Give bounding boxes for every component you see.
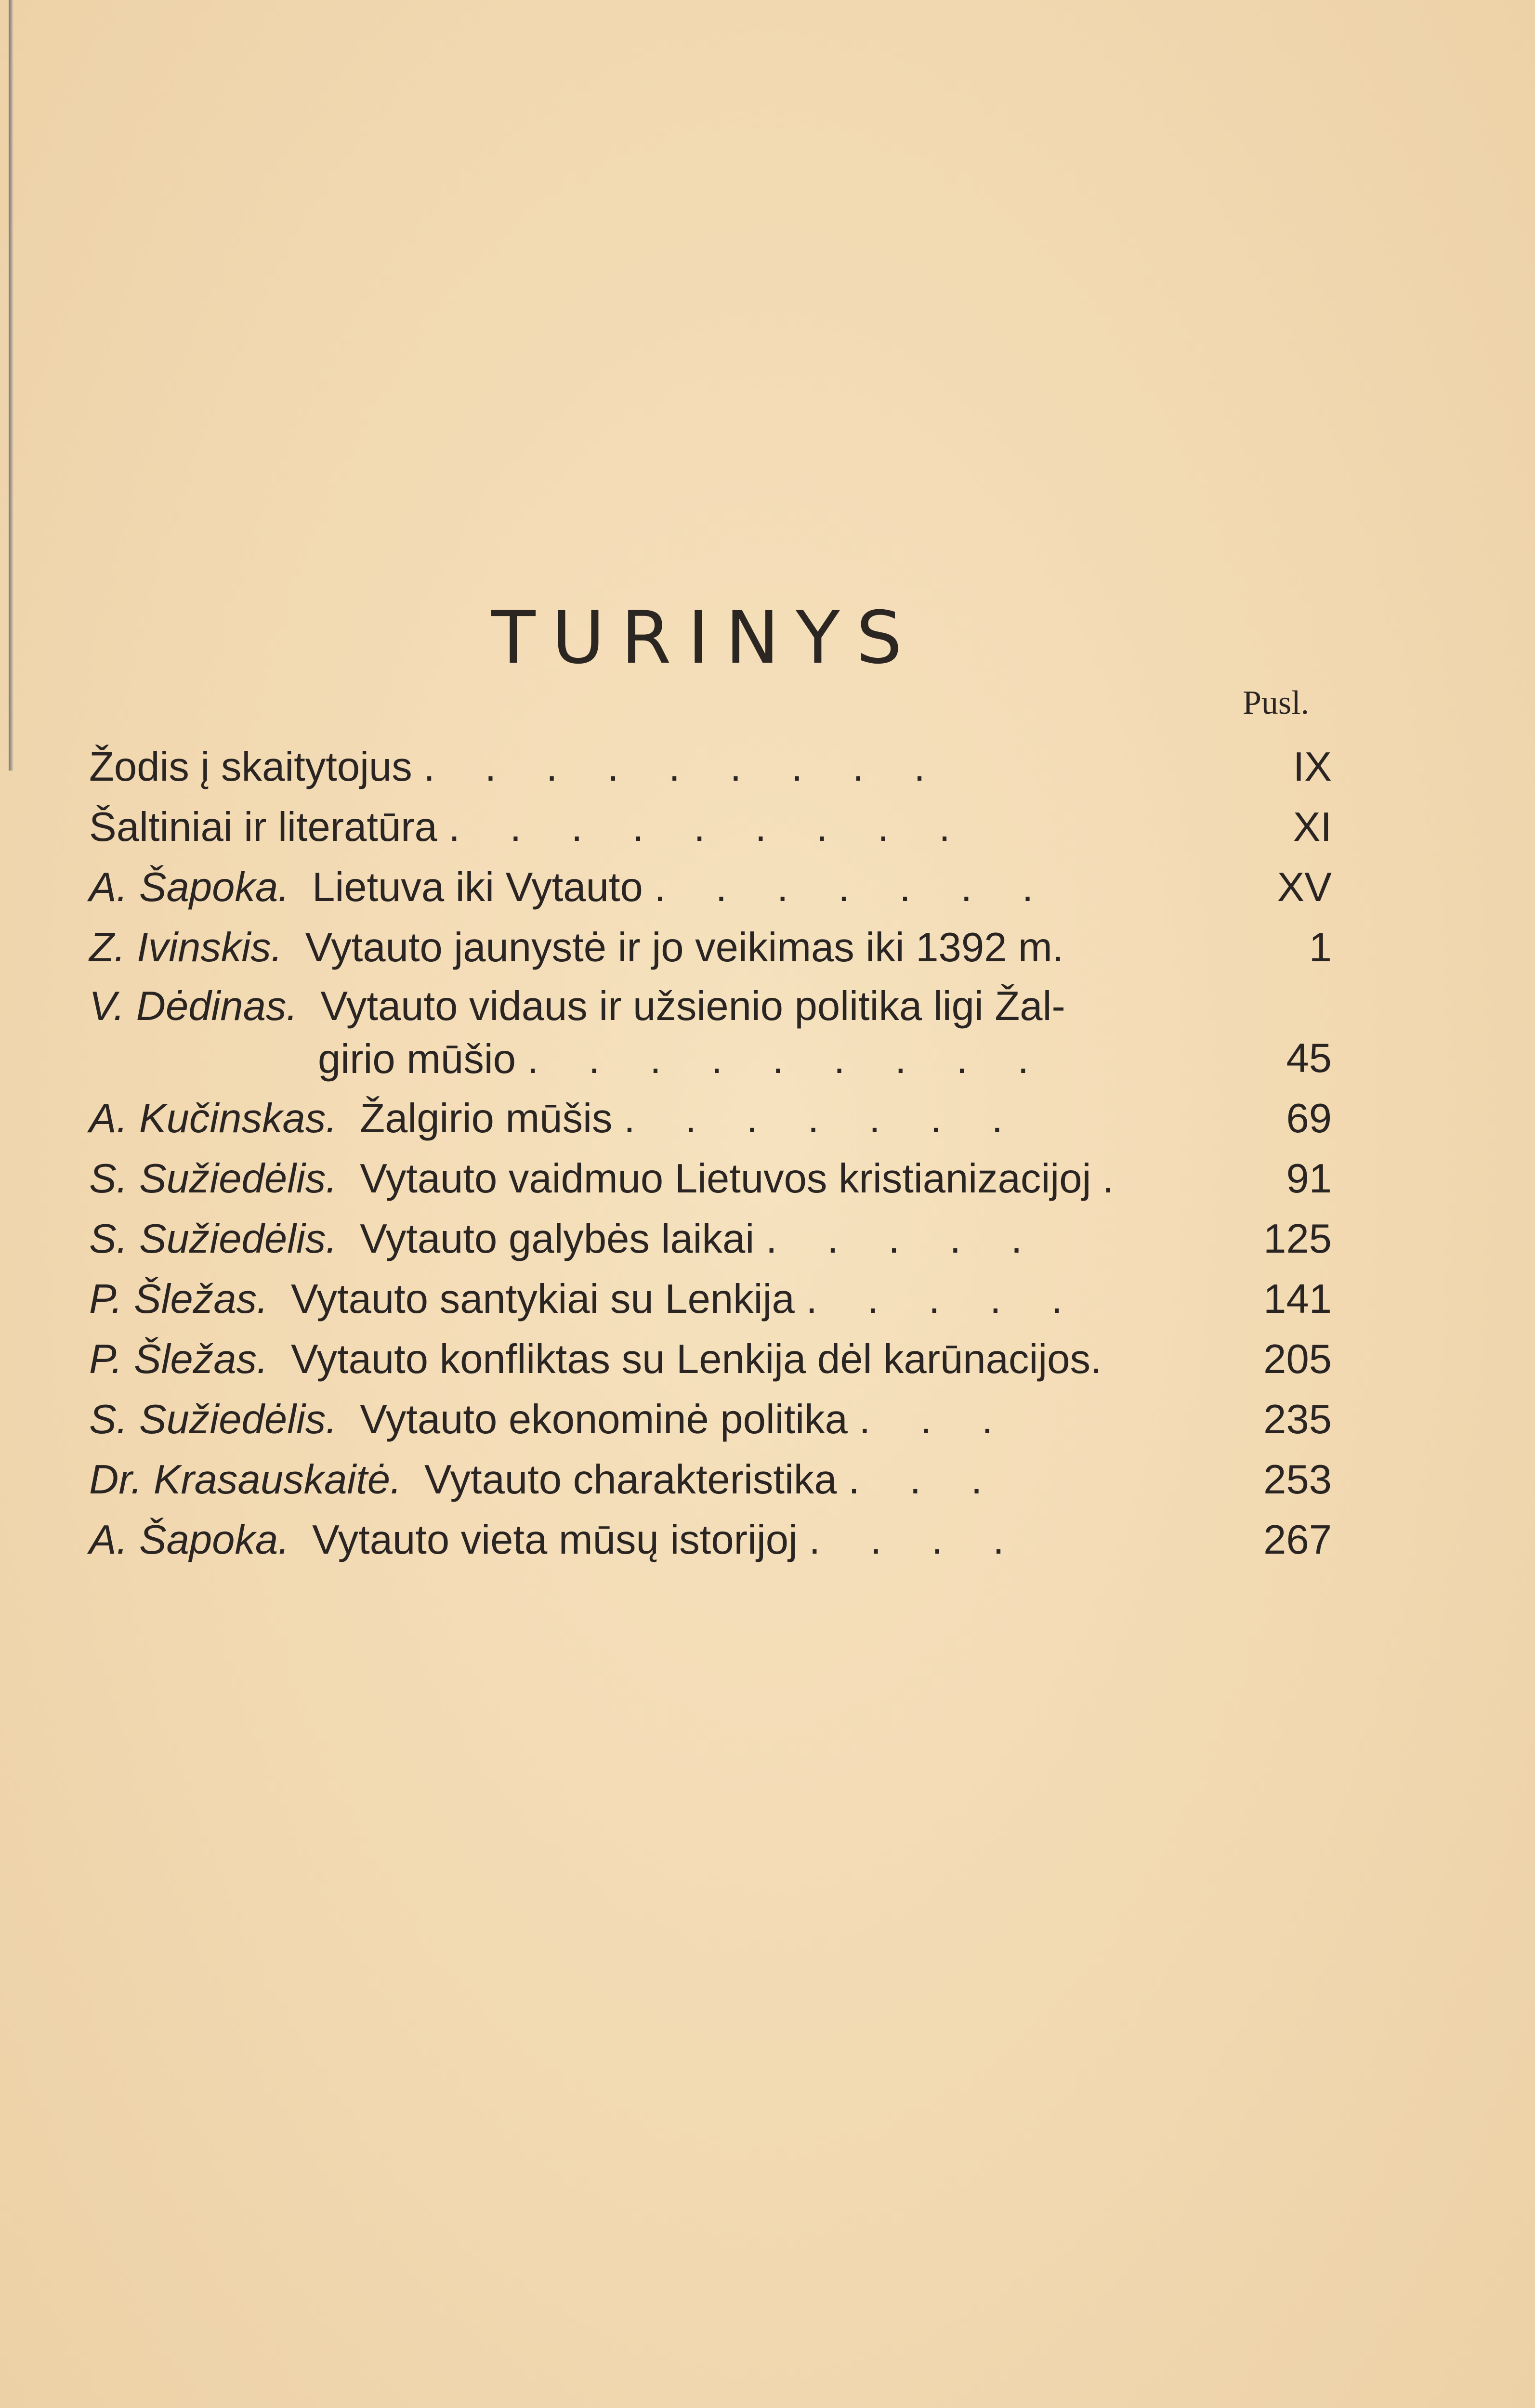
toc-entry-page-number: 253 (1263, 1457, 1332, 1503)
toc-entry-title: Vytauto ekonominė politika (360, 1397, 848, 1442)
toc-entry-author: S. Sužiedėlis. (89, 1216, 337, 1262)
toc-entry-text (89, 917, 1235, 978)
toc-entry (89, 1510, 1332, 1570)
toc-entry (89, 737, 1332, 797)
toc-entry-page-number: 125 (1263, 1216, 1332, 1262)
toc-entry-title: Lietuva iki Vytauto (312, 864, 643, 910)
toc-entry (89, 1209, 1332, 1269)
toc-entry-title: Vytauto santykiai su Lenkija (290, 1276, 795, 1322)
toc-entry-title: Vytauto vidaus ir užsienio politika ligi Žal- (320, 983, 1065, 1029)
toc-entry-author: A. Šapoka. (89, 1517, 289, 1563)
toc-entry-author: A. Kučinskas. (89, 1096, 337, 1141)
toc-entry-title: Žalgirio mūšis (360, 1096, 613, 1141)
toc-entry-leader-dots: . . . (848, 1457, 1002, 1503)
toc-entry-page-number: 205 (1263, 1336, 1332, 1382)
toc-entry-page-number: XV (1277, 864, 1332, 910)
toc-entry (89, 1149, 1332, 1209)
toc-entry-text (89, 1269, 1235, 1329)
toc-entry-author: V. Dėdinas. (89, 983, 298, 1029)
toc-entry-page-number: 69 (1286, 1096, 1332, 1141)
toc-entry-text (89, 1389, 1235, 1450)
toc-entry-text (89, 1149, 1235, 1209)
toc-entry-leader-dots: . . . . . . . (654, 864, 1053, 910)
toc-entry-title: Šaltiniai ir literatūra (89, 804, 437, 850)
toc-entry-page-number: 45 (1286, 1035, 1332, 1081)
toc-entry-leader-dots: . . . . . . . . . (527, 1036, 1049, 1082)
toc-entry-text (89, 797, 1235, 857)
page-spine-edge (9, 0, 13, 771)
toc-entry-page-number: 235 (1263, 1397, 1332, 1442)
toc-entry-author: P. Šležas. (89, 1276, 268, 1322)
toc-entry (89, 857, 1332, 917)
toc-entry (89, 1450, 1332, 1510)
toc-entry-continuation-text: girio mūšio (318, 1036, 516, 1082)
toc-entry-title: Vytauto charakteristika (424, 1457, 837, 1503)
toc-entry-text (89, 1209, 1235, 1269)
toc-entry-author: Z. Ivinskis. (89, 925, 283, 970)
toc-entry-author: S. Sužiedėlis. (89, 1156, 337, 1202)
toc-entry-title: Žodis į skaitytojus (89, 744, 412, 790)
toc-entry-page-number: 1 (1309, 925, 1332, 970)
toc-entry-text (89, 1088, 1235, 1149)
toc-entry-leader-dots: . . . . (809, 1517, 1023, 1563)
toc-entry-leader-dots: . (1102, 1156, 1133, 1202)
toc-entry-text (89, 1450, 1235, 1510)
toc-entry-leader-dots: . . . (859, 1397, 1012, 1442)
toc-entry-page-number: XI (1293, 804, 1332, 850)
toc-entry-author: S. Sužiedėlis. (89, 1397, 337, 1442)
page-title: TURINYS (491, 596, 918, 680)
toc-entry-title: Vytauto vieta mūsų istorijoj (312, 1517, 798, 1563)
toc-entry-author: A. Šapoka. (89, 864, 289, 910)
toc-entry (89, 978, 1332, 1088)
page-column-header: Pusl. (1243, 684, 1310, 721)
toc-entry (89, 1088, 1332, 1149)
toc-entry (89, 1269, 1332, 1329)
toc-entry-title-continuation (89, 1033, 1235, 1086)
toc-entry-text (89, 1329, 1235, 1389)
toc-entry-text (89, 737, 1235, 797)
toc-entry-title: Vytauto jaunystė ir jo veikimas iki 1392 m. (305, 925, 1064, 970)
toc-entry-text (89, 1510, 1235, 1570)
toc-entry-leader-dots: . . . . . . . (624, 1096, 1023, 1141)
toc-entry-page-number: IX (1293, 744, 1332, 790)
toc-entry-page-number: 91 (1286, 1156, 1332, 1202)
toc-entry-page-number: 141 (1263, 1276, 1332, 1322)
toc-entry (89, 1389, 1332, 1450)
toc-entry-text (89, 857, 1235, 917)
toc-entry-title: Vytauto konfliktas su Lenkija dėl karūnacijos. (290, 1336, 1102, 1382)
toc-entry (89, 917, 1332, 978)
toc-entry-leader-dots: . . . . . . . . . (423, 744, 945, 790)
toc-entry-title: Vytauto vaidmuo Lietuvos kristianizacijoj (360, 1156, 1091, 1202)
toc-entry-author: P. Šležas. (89, 1336, 268, 1382)
toc-entry-leader-dots: . . . . . (765, 1216, 1042, 1262)
toc-entry (89, 797, 1332, 857)
table-of-contents (89, 737, 1332, 1570)
toc-entry-page-number: 267 (1263, 1517, 1332, 1563)
toc-entry-leader-dots: . . . . . (806, 1276, 1082, 1322)
toc-entry-leader-dots: . . . . . . . . . (448, 804, 970, 850)
toc-entry-title: Vytauto galybės laikai (360, 1216, 755, 1262)
toc-entry-text (89, 980, 1235, 1086)
toc-entry-author: Dr. Krasauskaitė. (89, 1457, 402, 1503)
toc-entry (89, 1329, 1332, 1389)
